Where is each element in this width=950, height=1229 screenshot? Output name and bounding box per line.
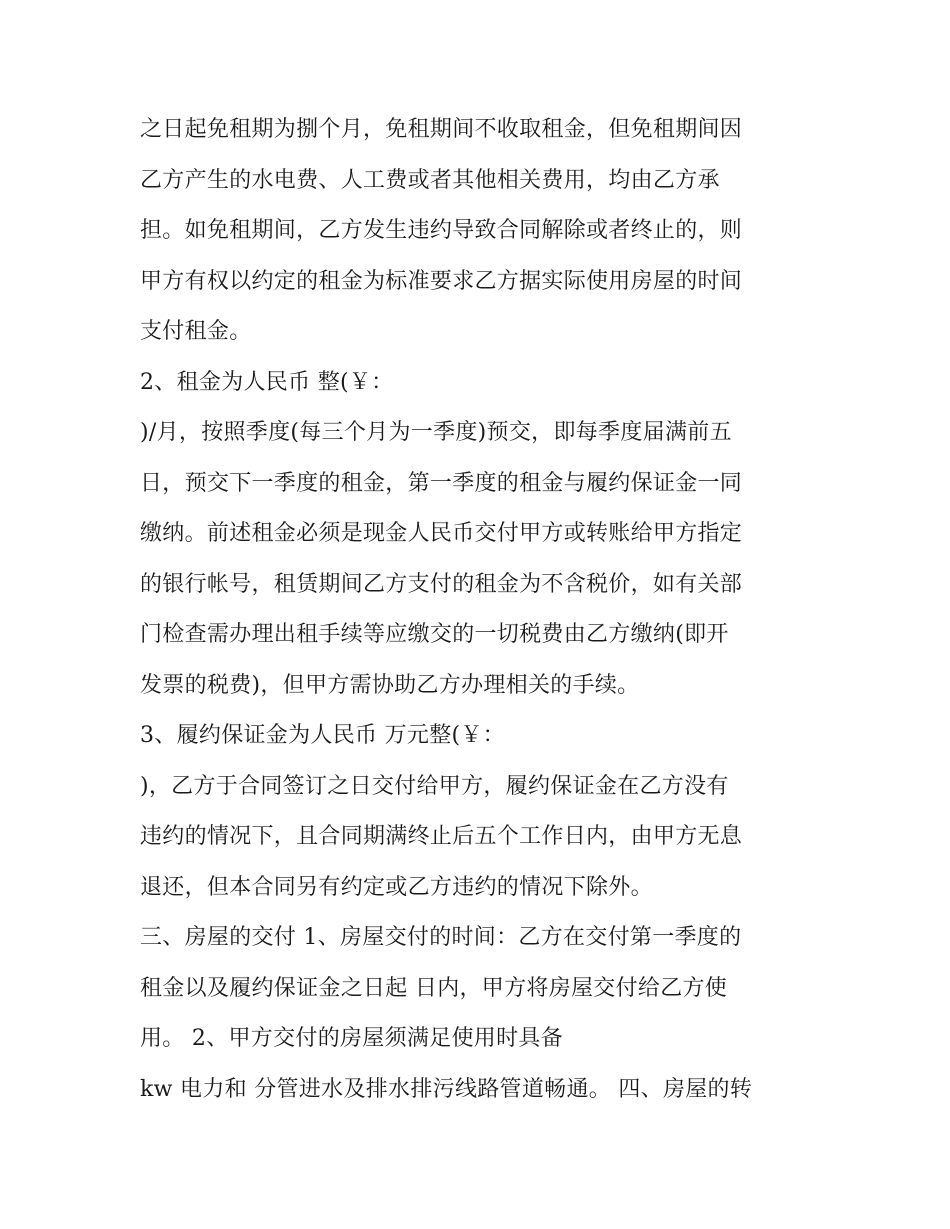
text-line: kw 电力和 分管进水及排水排污线路管道畅通。 四、房屋的转 [140,1076,753,1102]
text-line: 门检查需办理出租手续等应缴交的一切税费由乙方缴纳(即开 [140,622,729,647]
text-line: 用。 2、甲方交付的房屋须满足使用时具备 [140,1026,563,1051]
text-line: 退还，但本合同另有约定或乙方违约的情况下除外。 [140,874,653,900]
text-line: 2、租金为人民币 整(￥： [140,369,394,395]
text-line: 发票的税费)，但甲方需协助乙方办理相关的手续。 [140,672,640,698]
text-line: 违约的情况下，且合同期满终止后五个工作日内，由甲方无息 [140,824,743,849]
text-line: 甲方有权以约定的租金为标准要求乙方据实际使用房屋的时间 [140,268,743,294]
text-line: 3、履约保证金为人民币 万元整(￥： [140,723,505,748]
text-line: 日，预交下一季度的租金，第一季度的租金与履约保证金一同 [140,470,743,496]
text-line: )，乙方于合同签订之日交付给甲方，履约保证金在乙方没有 [140,773,729,799]
text-line: 三、房屋的交付 1、房屋交付的时间：乙方在交付第一季度的 [140,925,742,950]
text-line: 担。如免租期间，乙方发生违约导致合同解除或者终止的，则 [140,218,743,243]
text-line: 支付租金。 [140,319,252,344]
text-line: 之日起免租期为捌个月，免租期间不收取租金，但免租期间因 [140,117,743,142]
text-line: 乙方产生的水电费、人工费或者其他相关费用，均由乙方承 [140,167,720,193]
text-line: 租金以及履约保证金之日起 日内，甲方将房屋交付给乙方使 [140,975,728,1001]
contract-text-body [140,105,830,1115]
text-line: 的银行帐号，租赁期间乙方支付的租金为不含税价，如有关部 [140,571,743,597]
text-line: )/月，按照季度(每三个月为一季度)预交，即每季度届满前五 [140,420,732,445]
text-line: 缴纳。前述租金必须是现金人民币交付甲方或转账给甲方指定 [140,521,743,546]
